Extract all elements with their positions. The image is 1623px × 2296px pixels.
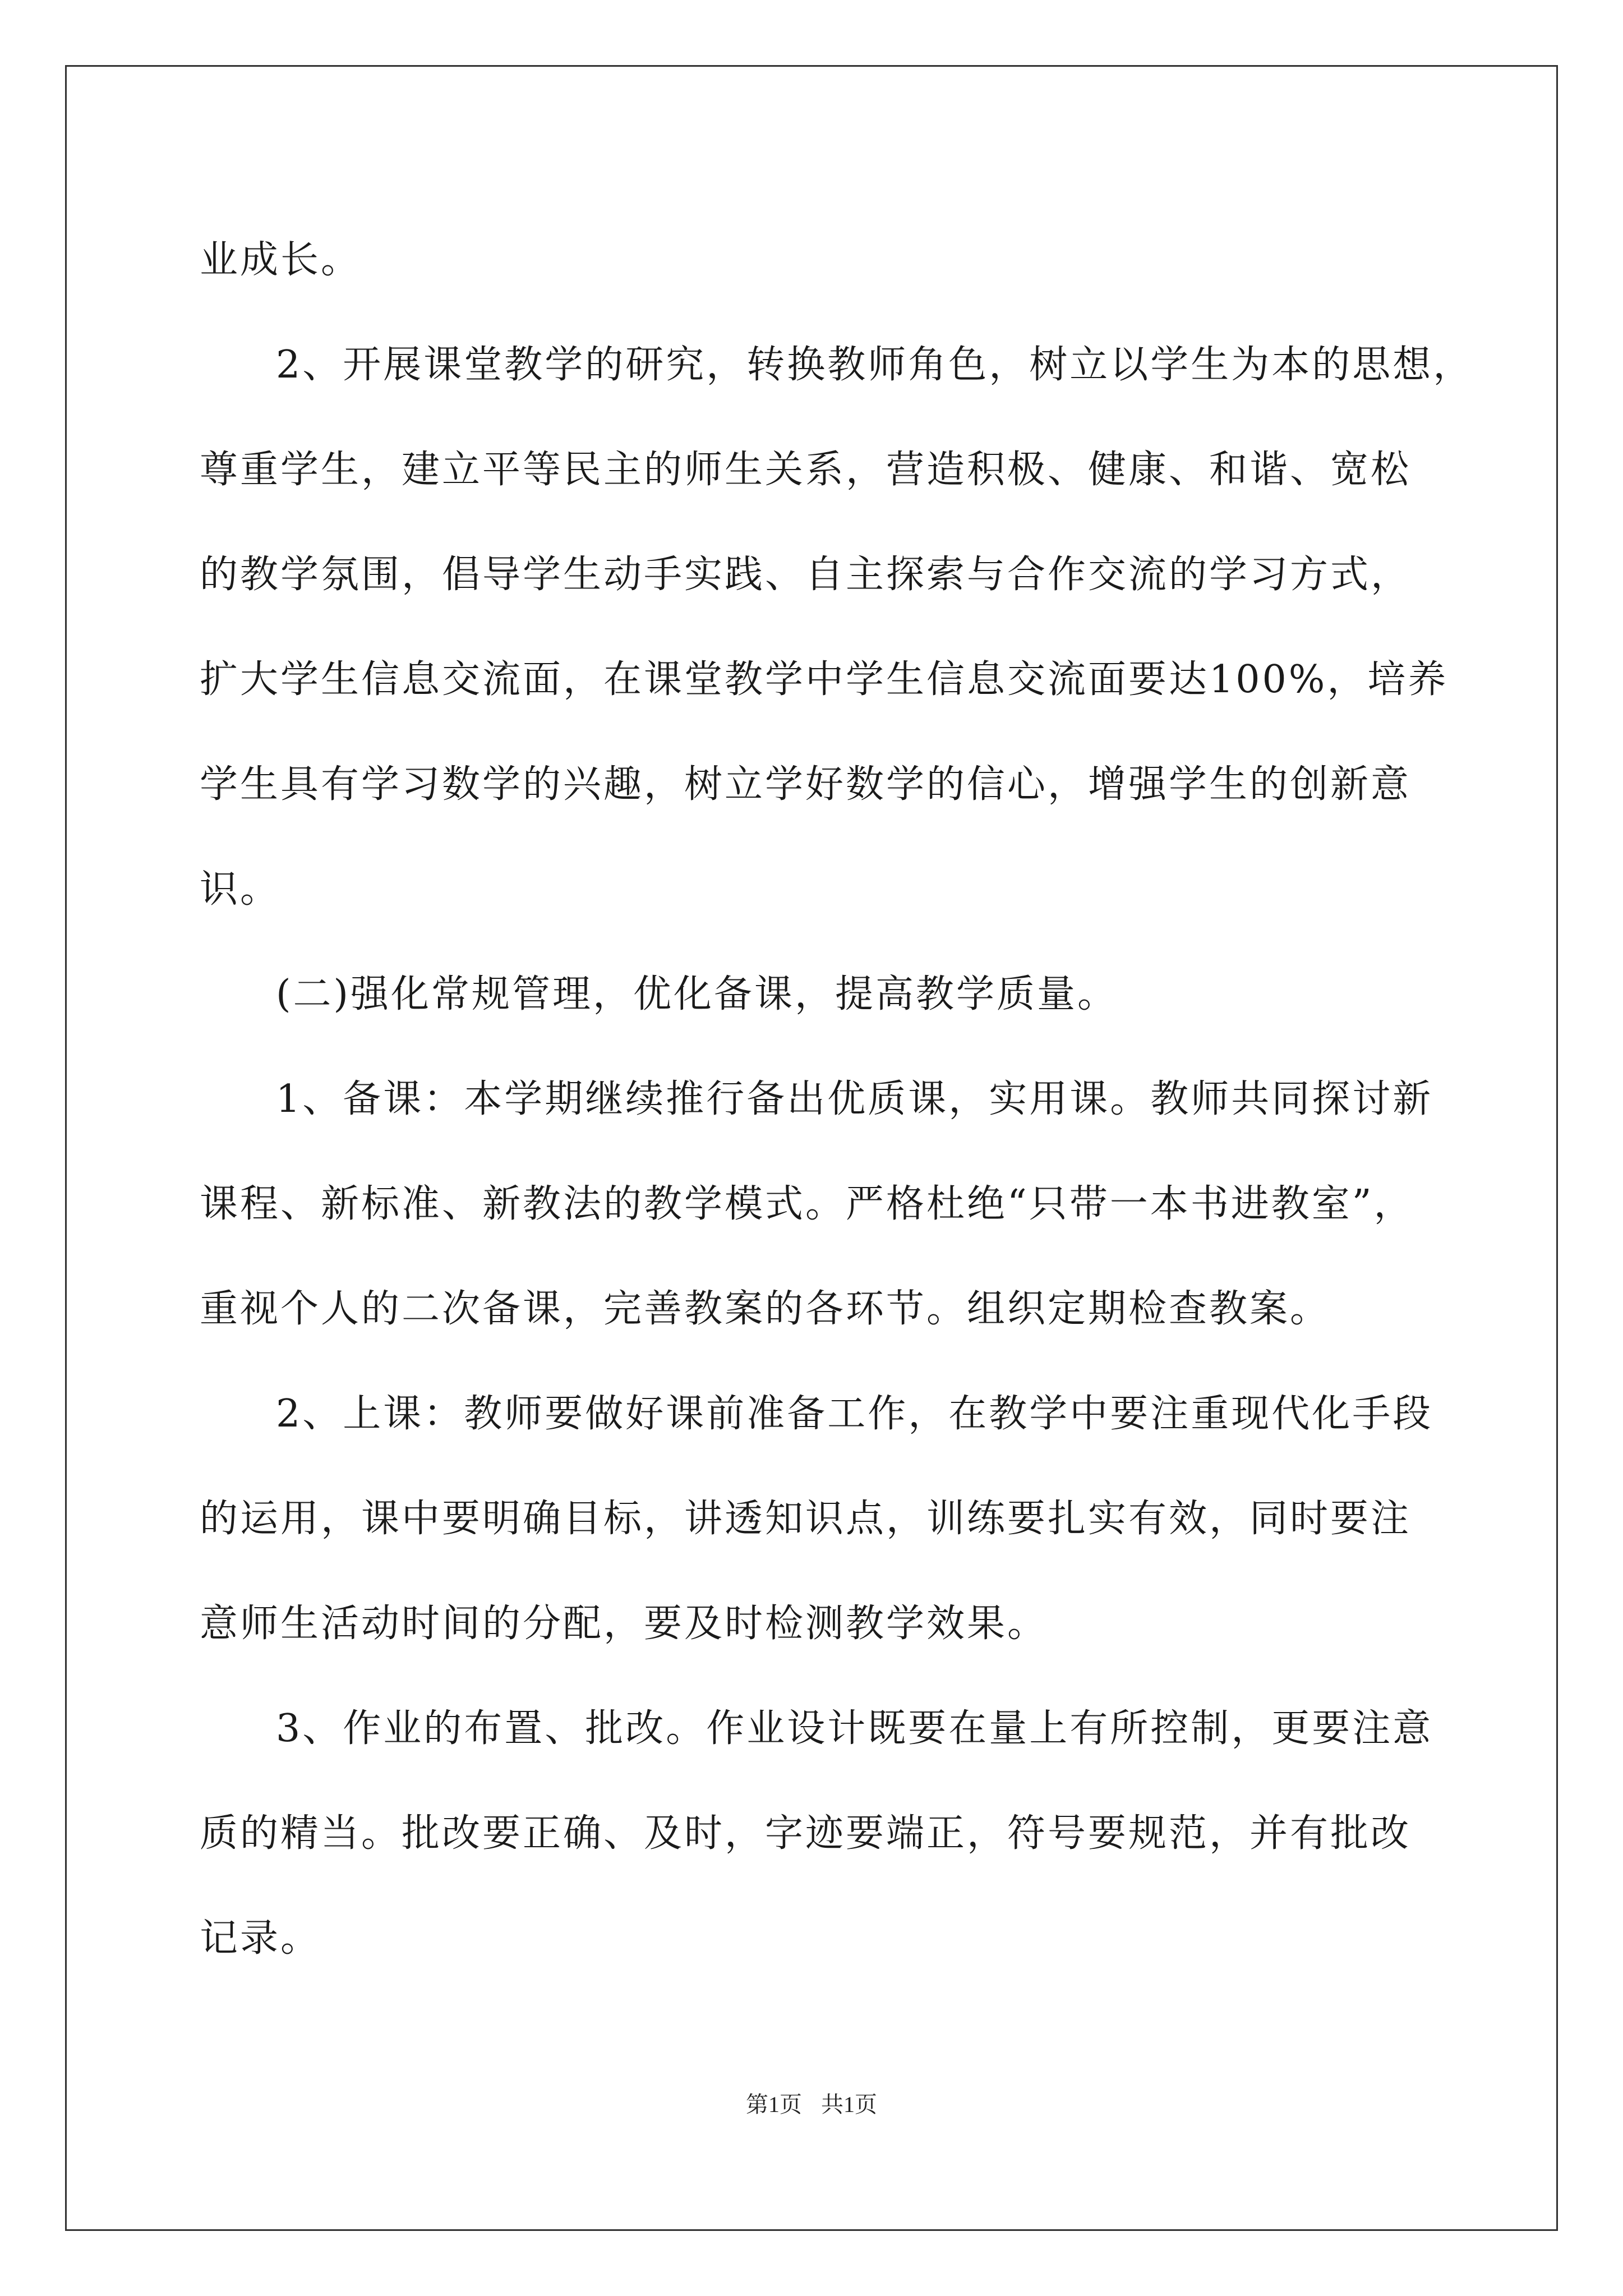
text-line: (二)强化常规管理，优化备课，提高教学质量。 <box>276 972 1118 1016</box>
text-line: 2、开展课堂教学的研究，转换教师角色，树立以学生为本的思想， <box>276 343 1474 387</box>
page-number: 第1页 <box>746 2092 802 2117</box>
text-line: 记录。 <box>200 1916 321 1961</box>
text-line: 业成长。 <box>200 238 362 282</box>
text-line: 课程、新标准、新教法的教学模式。严格杜绝“只带一本书进教室”， <box>200 1182 1414 1226</box>
paragraph <box>200 1361 1490 1676</box>
text-line: 重视个人的二次备课，完善教案的各环节。组织定期检查教案。 <box>200 1287 1331 1331</box>
paragraph <box>200 312 1490 942</box>
text-line: 1、备课：本学期继续推行备出优质课，实用课。教师共同探讨新 <box>276 1077 1433 1121</box>
text-line: 识。 <box>200 867 281 912</box>
text-line: 质的精当。批改要正确、及时，字迹要端正，符号要规范，并有批改 <box>200 1811 1412 1856</box>
text-line: 尊重学生，建立平等民主的师生关系，营造积极、健康、和谐、宽松 <box>200 448 1412 492</box>
page-total: 共1页 <box>821 2092 877 2117</box>
paragraph <box>200 1047 1490 1361</box>
text-line: 的教学氛围，倡导学生动手实践、自主探索与合作交流的学习方式， <box>200 553 1412 597</box>
text-line: 3、作业的布置、批改。作业设计既要在量上有所控制，更要注意 <box>276 1706 1433 1751</box>
document-body <box>200 208 1490 1991</box>
section-heading <box>200 942 1490 1047</box>
text-line: 意师生活动时间的分配，要及时检测教学效果。 <box>200 1602 1048 1646</box>
text-line: 2、上课：教师要做好课前准备工作，在教学中要注重现代化手段 <box>276 1392 1433 1436</box>
paragraph <box>200 1676 1490 1991</box>
text-line: 学生具有学习数学的兴趣，树立学好数学的信心，增强学生的创新意 <box>200 762 1412 807</box>
paragraph <box>200 208 1490 312</box>
text-line: 扩大学生信息交流面，在课堂教学中学生信息交流面要达100%，培养 <box>200 657 1449 702</box>
text-line: 的运用，课中要明确目标，讲透知识点，训练要扎实有效，同时要注 <box>200 1497 1412 1541</box>
page-footer <box>0 2087 1623 2119</box>
